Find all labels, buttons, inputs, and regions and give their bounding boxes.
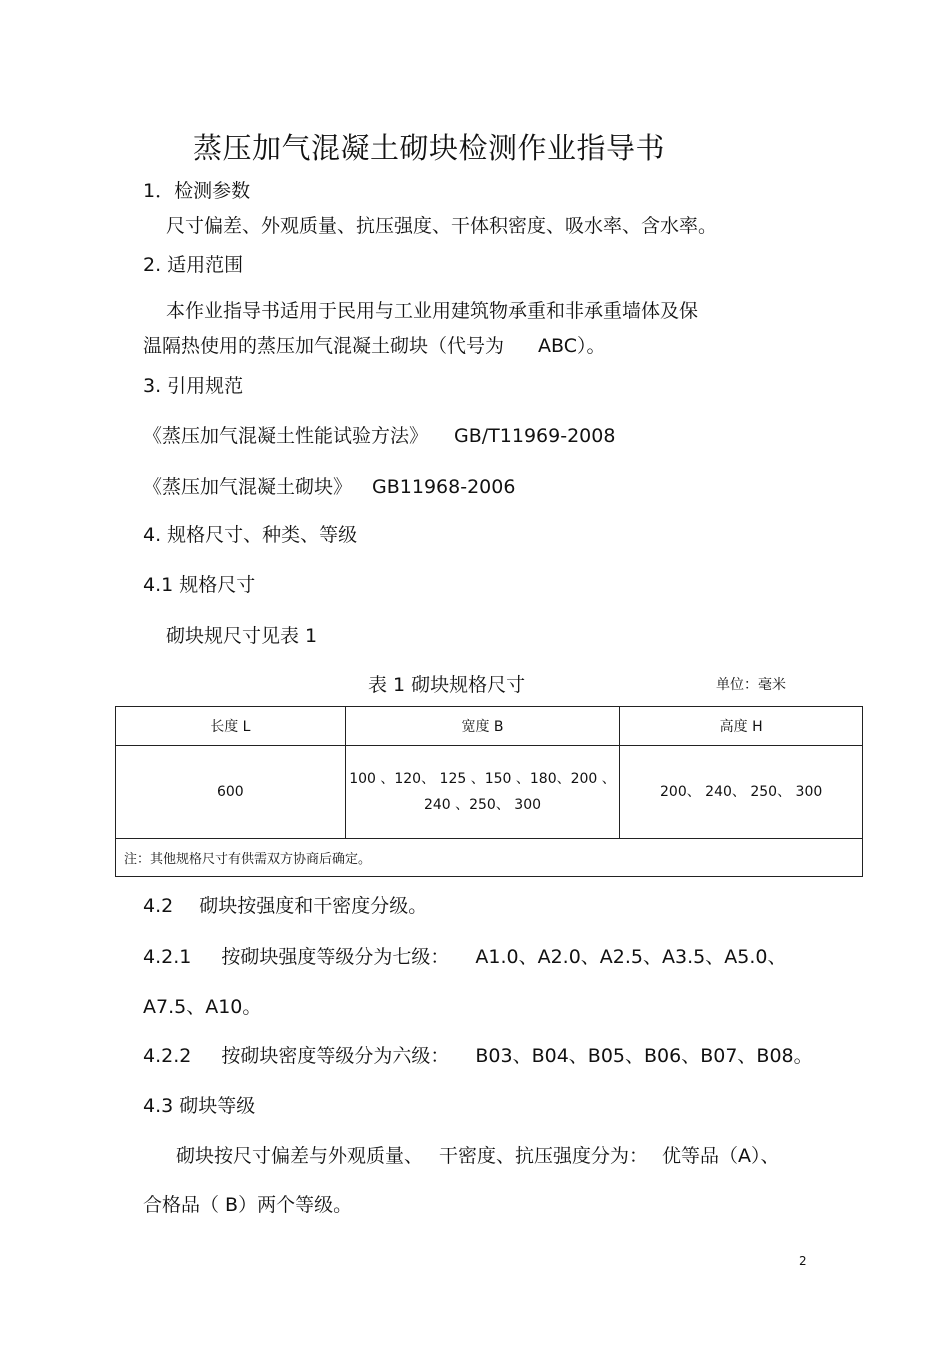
cell-width-line1: 100 、120、 125 、150 、180、200 、	[349, 771, 616, 787]
section-4-2-number: 4.2	[143, 895, 174, 917]
reference-2-code: GB11968-2006	[372, 476, 516, 498]
cell-length: 600	[116, 746, 346, 839]
reference-1-name: 《蒸压加气混凝土性能试验方法》	[143, 425, 429, 447]
section-2-body-text: 温隔热使用的蒸压加气混凝土砌块（代号为	[143, 335, 505, 357]
section-4-3-body-line1	[176, 1141, 780, 1168]
cell-height: 200、 240、 250、 300	[620, 746, 863, 839]
section-4-2	[143, 891, 427, 918]
section-4-3-body-a: 砌块按尺寸偏差与外观质量、	[176, 1145, 424, 1167]
table-header-row	[116, 707, 863, 746]
reference-2	[143, 472, 515, 499]
table-row	[116, 746, 863, 839]
cell-width-line2: 240 、250、 300	[423, 797, 542, 813]
section-4-2-2-number: 4.2.2	[143, 1045, 192, 1067]
section-4-2-body: 砌块按强度和干密度分级。	[199, 895, 428, 917]
section-4-3-body-line2: 合格品（ B）两个等级。	[143, 1194, 353, 1216]
table-unit: 单位：毫米	[716, 677, 786, 693]
reference-2-name: 《蒸压加气混凝土砌块》	[143, 476, 353, 498]
section-2-body-line2	[143, 331, 605, 358]
strength-grades-cont: A7.5、A10。	[143, 996, 262, 1018]
section-3-heading: 3. 引用规范	[143, 375, 244, 397]
section-4-heading: 4. 规格尺寸、种类、等级	[143, 524, 358, 546]
density-grades: B03、B04、B05、B06、B07、B08。	[475, 1045, 813, 1067]
reference-1-code: GB/T11969-2008	[454, 425, 616, 447]
section-2-heading: 2. 适用范围	[143, 254, 244, 276]
section-4-2-2-body: 按砌块密度等级分为六级：	[221, 1045, 450, 1067]
section-4-1-heading: 4.1 规格尺寸	[143, 574, 256, 596]
page-number: 2	[799, 1254, 807, 1268]
section-4-2-2	[143, 1041, 813, 1068]
reference-1	[143, 421, 615, 448]
section-2-code: ABC）。	[538, 335, 606, 357]
section-1-body: 尺寸偏差、外观质量、抗压强度、干体积密度、吸水率、含水率。	[166, 215, 718, 237]
table-note-row	[116, 839, 863, 877]
section-4-1-body: 砌块规尺寸见表 1	[166, 625, 318, 647]
spec-table	[115, 706, 863, 877]
header-height: 高度 H	[620, 707, 863, 746]
table-note: 注：其他规格尺寸有供需双方协商后确定。	[116, 839, 863, 877]
section-2-body-line1: 本作业指导书适用于民用与工业用建筑物承重和非承重墙体及保	[166, 300, 699, 322]
table-caption: 表 1 砌块规格尺寸	[368, 674, 526, 696]
cell-width	[345, 746, 620, 839]
section-4-3-body-c: 优等品（A）、	[662, 1145, 780, 1167]
section-4-2-1-number: 4.2.1	[143, 946, 192, 968]
strength-grades: A1.0、A2.0、A2.5、A3.5、A5.0、	[475, 946, 787, 968]
section-4-2-1-body: 按砌块强度等级分为七级：	[221, 946, 450, 968]
section-4-3-body-b: 干密度、抗压强度分为：	[439, 1145, 649, 1167]
header-length: 长度 L	[116, 707, 346, 746]
section-4-3-heading: 4.3 砌块等级	[143, 1095, 256, 1117]
header-width: 宽度 B	[345, 707, 620, 746]
document-title: 蒸压加气混凝土砌块检测作业指导书	[193, 131, 666, 165]
section-4-2-1	[143, 942, 786, 969]
section-1-heading: 1．检测参数	[143, 180, 251, 202]
